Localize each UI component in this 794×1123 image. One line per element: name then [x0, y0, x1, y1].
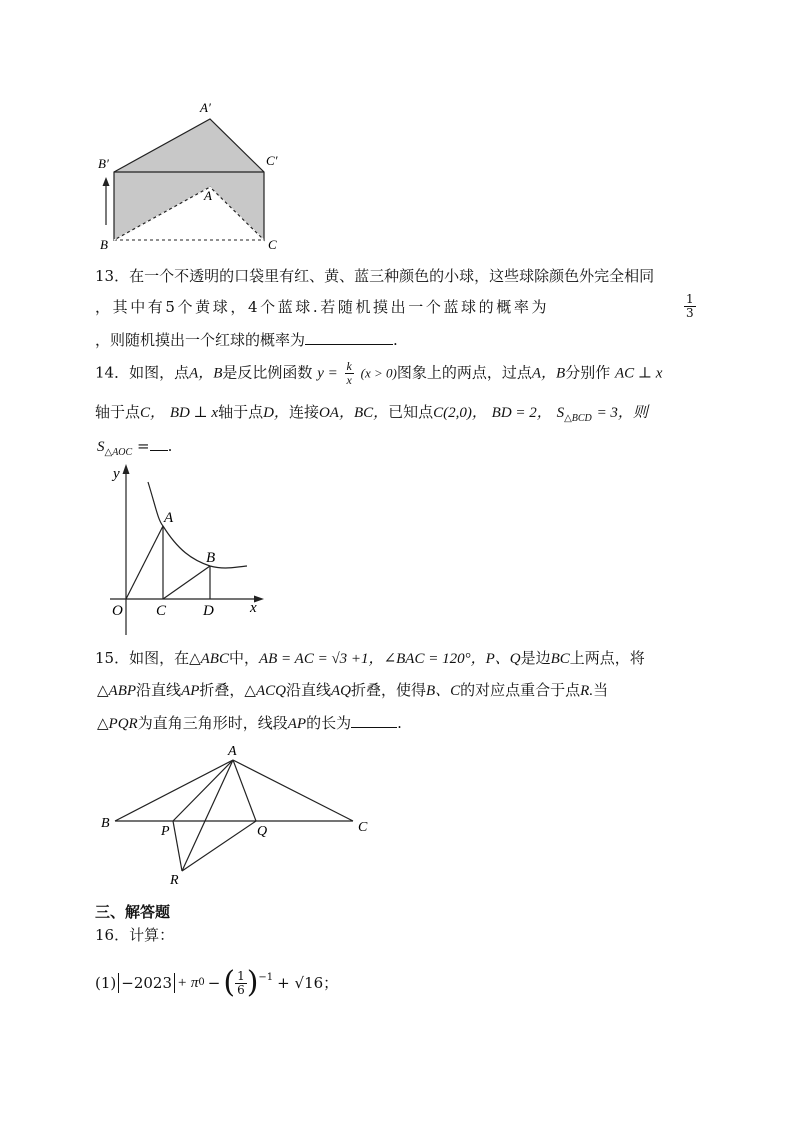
label-a: A — [228, 744, 237, 759]
section-title: 三、解答题 — [95, 903, 171, 921]
label-q: Q — [257, 824, 268, 839]
label-d: D — [203, 603, 214, 619]
q13-line2: ，其中有5个黄球，4个蓝球.若随机摸出一个蓝球的概率为 — [95, 298, 550, 316]
label-o: O — [112, 603, 123, 619]
q14-line3: $S_{\triangle AOC}$ = . — [97, 437, 173, 458]
q13-line1: 13．在一个不透明的口袋里有红、黄、蓝三种颜色的小球，这些球除颜色外完全相同 — [95, 267, 655, 285]
q14-answer-blank[interactable] — [150, 436, 168, 451]
label-b: B — [206, 550, 216, 566]
q13-answer-blank[interactable] — [305, 330, 393, 345]
q14-line1: 14．如图，点A，B是反比例函数 y = $\frac{k}{x}$ (x > 0)图象上的两点，过点A，B分别作 AC ⊥ x — [95, 359, 663, 387]
label-a-prime: A′ — [200, 100, 211, 115]
q15-line3: △PQR为直角三角形时，线段AP的长为 . — [97, 714, 402, 732]
label-y: y — [113, 466, 120, 482]
label-c-prime: C′ — [266, 153, 278, 168]
q16-label: 16．计算： — [95, 926, 175, 944]
label-a: A — [204, 188, 212, 203]
q14-figure — [100, 460, 275, 640]
label-a: A — [164, 510, 174, 526]
q15-line1: 15．如图，在△ABC中，AB = AC = √3 +1，∠BAC = 120°，P、Q是边BC上两点，将 — [95, 649, 645, 667]
label-b-prime: B′ — [98, 156, 109, 171]
q13-fraction: $\frac{1}{3}$ — [686, 292, 694, 320]
label-c: C — [358, 820, 368, 835]
q15-figure — [95, 742, 385, 892]
q16-part1: (1) −2023 + π 0 − ( $\frac{1}{6}$ ) $^{-1}$ + √16 ； — [95, 965, 339, 1000]
label-c: C — [268, 237, 277, 252]
q14-line2: 轴于点C， BD ⊥ x轴于点D，连接OA，BC，已知点C(2,0)， BD = 2， $S_{\triangle BCD} = 3$，则 — [95, 403, 648, 424]
label-x: x — [250, 600, 257, 616]
q13-line3: ，则随机摸出一个红球的概率为 . — [95, 331, 398, 349]
shaded-region — [114, 119, 264, 240]
label-p: P — [161, 824, 170, 839]
q15-line2: △ABP沿直线AP折叠，△ACQ沿直线AQ折叠，使得B、C的对应点重合于点R.当 — [97, 681, 609, 699]
label-b: B — [101, 816, 110, 831]
q15-answer-blank[interactable] — [351, 713, 397, 728]
label-c: C — [156, 603, 167, 619]
label-b: B — [100, 237, 108, 252]
q12-figure — [90, 95, 300, 260]
label-r: R — [170, 873, 179, 888]
